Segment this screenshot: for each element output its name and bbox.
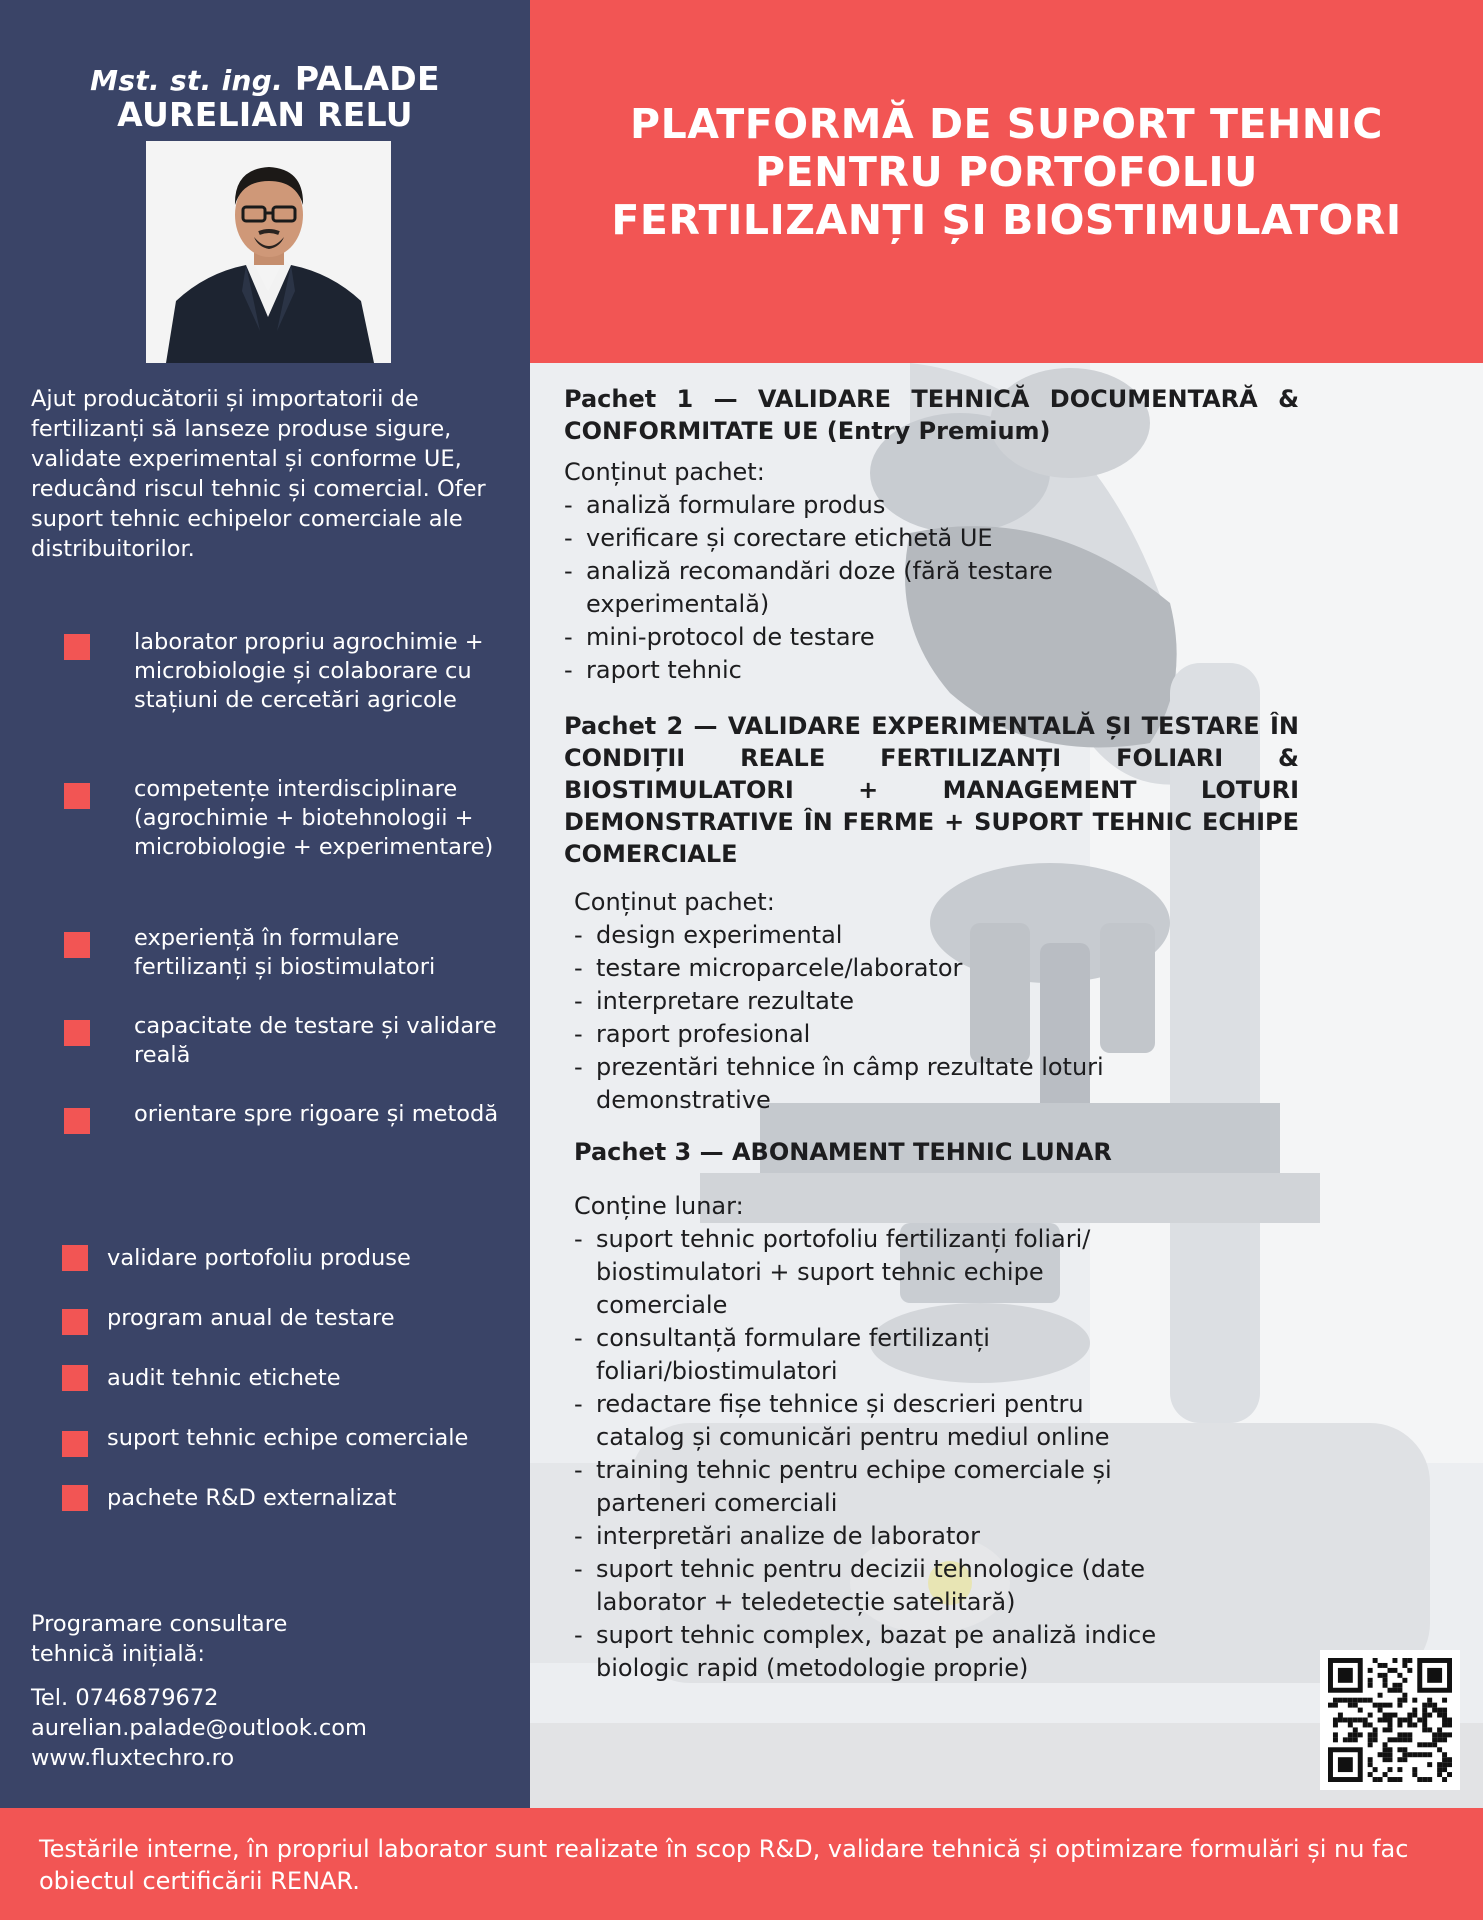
- service-text: suport tehnic echipe comerciale: [107, 1425, 469, 1451]
- person-portrait-icon: [146, 141, 391, 363]
- package2-item: - interpretare rezultate: [574, 985, 1214, 1018]
- contact-block: [31, 1609, 501, 1773]
- contact-website[interactable]: www.fluxtechro.ro: [31, 1745, 235, 1771]
- package1-title: Pachet 1 — VALIDARE TEHNICĂ DOCUMENTARĂ & CONFORMITATE UE (Entry Premium): [564, 385, 1299, 445]
- name-line2: AURELIAN RELU: [117, 95, 413, 134]
- bullet-square-icon: [64, 1020, 90, 1046]
- bullet-square-icon: [64, 634, 90, 660]
- competency-text: orientare spre rigoare și metodă: [134, 1101, 499, 1127]
- competency-text: experiență în formulare fertilizanți și biostimulatori: [134, 925, 436, 980]
- contact-phone[interactable]: Tel. 0746879672: [31, 1685, 219, 1711]
- profile-photo: [146, 141, 391, 363]
- package3-item: - suport tehnic pentru decizii tehnologice (date laborator + teledetecție satelitară): [574, 1553, 1174, 1619]
- package1-item: - analiză recomandări doze (fără testare experimentală): [564, 555, 1124, 621]
- service-text: audit tehnic etichete: [107, 1365, 341, 1391]
- service-item: [0, 1303, 530, 1333]
- package1-item: - verificare și corectare etichetă UE: [564, 522, 1124, 555]
- profile-name: [0, 59, 530, 134]
- bullet-square-icon: [64, 932, 90, 958]
- package2-list: [574, 919, 1214, 1117]
- service-item: [0, 1363, 530, 1393]
- package3-item: - redactare fișe tehnice și descrieri pentru catalog și comunicări pentru mediul online: [574, 1388, 1174, 1454]
- title-line3: FERTILIZANȚI ȘI BIOSTIMULATORI: [611, 196, 1402, 244]
- package2-item: - testare microparcele/laborator: [574, 952, 1214, 985]
- page-title: [530, 100, 1483, 244]
- packages-content: [530, 363, 1483, 1808]
- package1-sub: Conținut pachet:: [564, 458, 765, 486]
- title-line2: PENTRU PORTOFOLIU: [755, 148, 1258, 196]
- package2-item: - raport profesional: [574, 1018, 1214, 1051]
- header-banner: [530, 0, 1483, 363]
- bullet-square-icon: [62, 1365, 88, 1391]
- bullet-square-icon: [62, 1485, 88, 1511]
- competency-text: competențe interdisciplinare (agrochimie + biotehnologii + microbiologie + experimentare): [134, 776, 494, 860]
- bullet-square-icon: [62, 1309, 88, 1335]
- package1-list: [564, 489, 1124, 687]
- profile-sidebar: [0, 0, 530, 1808]
- title-line1: PLATFORMĂ DE SUPORT TEHNIC: [630, 100, 1383, 148]
- name-line1: PALADE: [294, 59, 440, 98]
- package2-item: - prezentări tehnice în câmp rezultate loturi demonstrative: [574, 1051, 1214, 1117]
- title-prefix: Mst. st. ing.: [90, 64, 284, 97]
- package1-item: - mini-protocol de testare: [564, 621, 1124, 654]
- service-text: program anual de testare: [107, 1305, 395, 1331]
- package3-title: Pachet 3 — ABONAMENT TEHNIC LUNAR: [574, 1138, 1112, 1166]
- package3-item: - suport tehnic portofoliu fertilizanți foliari/ biostimulatori + suport tehnic echipe comerciale: [574, 1223, 1174, 1322]
- package3-list: [574, 1223, 1174, 1685]
- qr-code-icon: [1328, 1658, 1452, 1782]
- service-text: pachete R&D externalizat: [107, 1485, 397, 1511]
- contact-email[interactable]: aurelian.palade@outlook.com: [31, 1715, 367, 1741]
- bullet-square-icon: [64, 783, 90, 809]
- bullet-square-icon: [64, 1108, 90, 1134]
- footer-disclaimer: [0, 1808, 1483, 1920]
- service-item: [0, 1483, 530, 1513]
- package1-item: - raport tehnic: [564, 654, 1124, 687]
- package3-item: - consultanță formulare fertilizanți foliari/biostimulatori: [574, 1322, 1174, 1388]
- intro-text: Ajut producătorii și importatorii de fertilizanți să lanseze produse sigure, validate experimental și conforme UE, reducând riscul tehnic și comercial. Ofer suport tehnic echipelor comerciale ale distribuitorilor.: [31, 386, 486, 562]
- bullet-square-icon: [62, 1245, 88, 1271]
- competency-text: capacitate de testare și validare reală: [134, 1013, 497, 1068]
- service-item: [0, 1423, 530, 1453]
- package3-item: - interpretări analize de laborator: [574, 1520, 1174, 1553]
- contact-heading: Programare consultare tehnică inițială:: [31, 1611, 288, 1667]
- package3-sub: Conține lunar:: [574, 1192, 744, 1220]
- package3-item: - training tehnic pentru echipe comerciale și parteneri comerciali: [574, 1454, 1174, 1520]
- package2-item: - design experimental: [574, 919, 1214, 952]
- package1-item: - analiză formulare produs: [564, 489, 1124, 522]
- bullet-square-icon: [62, 1431, 88, 1457]
- competency-text: laborator propriu agrochimie + microbiologie și colaborare cu stațiuni de cercetări agricole: [134, 629, 484, 713]
- service-text: validare portofoliu produse: [107, 1245, 411, 1271]
- package3-item: - suport tehnic complex, bazat pe analiză indice biologic rapid (metodologie proprie): [574, 1619, 1174, 1685]
- disclaimer-text: Testările interne, în propriul laborator sunt realizate în scop R&D, validare tehnică și optimizare formulări și nu fac obiectul certificării RENAR.: [39, 1835, 1409, 1895]
- service-item: [0, 1243, 530, 1273]
- packages-panel: [530, 363, 1483, 1808]
- package2-title: Pachet 2 — VALIDARE EXPERIMENTALĂ ȘI TESTARE ÎN CONDIȚII REALE FERTILIZANȚI FOLIARI & BIOSTIMULATORI + MANAGEMENT LOTURI DEMONSTRATIVE ÎN FERME + SUPORT TEHNIC ECHIPE COMERCIALE: [564, 712, 1299, 868]
- package2-sub: Conținut pachet:: [574, 888, 775, 916]
- qr-code[interactable]: [1320, 1650, 1460, 1790]
